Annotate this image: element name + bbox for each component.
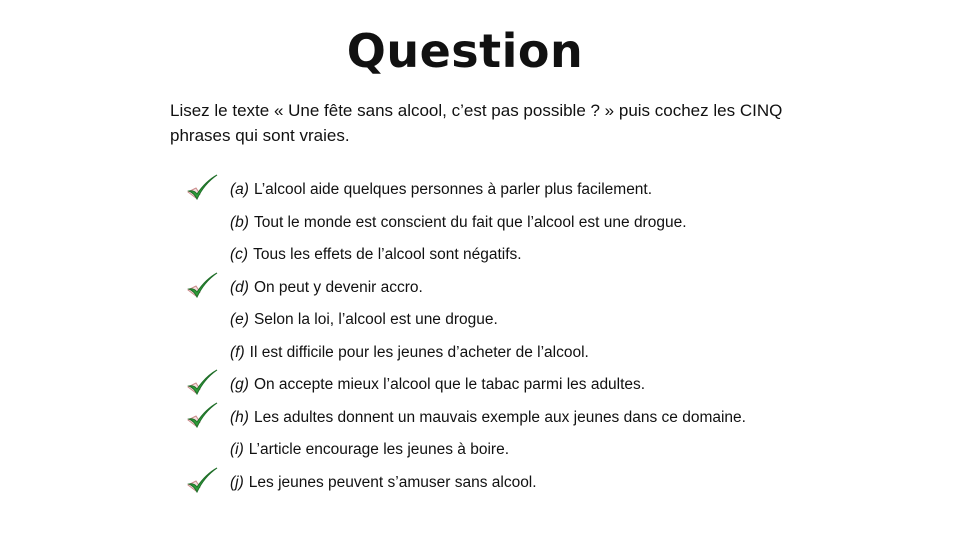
option-letter: (h) bbox=[230, 408, 249, 426]
option-item[interactable] bbox=[230, 341, 589, 365]
option-item[interactable] bbox=[230, 373, 645, 397]
option-item[interactable] bbox=[230, 211, 687, 235]
checkmark-icon bbox=[184, 465, 220, 497]
option-text: L’alcool aide quelques personnes à parler plus facilement. bbox=[253, 181, 653, 198]
option-item[interactable] bbox=[230, 438, 509, 462]
option-text: L’article encourage les jeunes à boire. bbox=[248, 441, 510, 458]
option-text: Tous les effets de l’alcool sont négatifs. bbox=[253, 246, 522, 263]
option-text: On peut y devenir accro. bbox=[253, 278, 423, 296]
option-item[interactable] bbox=[230, 471, 537, 495]
option-item[interactable] bbox=[230, 178, 652, 202]
option-letter: (a) bbox=[230, 181, 249, 198]
option-text: On accepte mieux l’alcool que le tabac parmi les adultes. bbox=[253, 376, 646, 393]
option-letter: (g) bbox=[230, 376, 249, 393]
checkmark-icon bbox=[184, 367, 220, 399]
option-text: Selon la loi, l’alcool est une drogue. bbox=[253, 311, 498, 328]
option-item[interactable] bbox=[230, 276, 423, 300]
option-text: Les jeunes peuvent s’amuser sans alcool. bbox=[248, 473, 537, 491]
option-item[interactable] bbox=[230, 243, 522, 267]
option-letter: (e) bbox=[230, 311, 249, 328]
checkmark-icon bbox=[184, 172, 220, 204]
option-letter: (d) bbox=[230, 278, 249, 296]
option-text: Il est difficile pour les jeunes d’acheter de l’alcool. bbox=[249, 343, 589, 361]
option-letter: (i) bbox=[230, 441, 244, 458]
option-letter: (b) bbox=[230, 213, 249, 231]
option-text: Tout le monde est conscient du fait que l’alcool est une drogue. bbox=[253, 213, 687, 231]
option-item[interactable] bbox=[230, 308, 498, 332]
option-item[interactable] bbox=[230, 406, 746, 430]
instructions-text: Lisez le texte « Une fête sans alcool, c’est pas possible ? » puis cochez les CINQ phrases qui sont vraies. bbox=[170, 101, 783, 145]
option-letter: (c) bbox=[230, 246, 249, 263]
checkmark-icon bbox=[184, 270, 220, 302]
option-letter: (f) bbox=[230, 343, 245, 361]
checkmark-icon bbox=[184, 400, 220, 432]
option-text: Les adultes donnent un mauvais exemple aux jeunes dans ce domaine. bbox=[253, 408, 746, 426]
page-title: Question bbox=[346, 24, 584, 78]
option-letter: (j) bbox=[230, 473, 244, 491]
